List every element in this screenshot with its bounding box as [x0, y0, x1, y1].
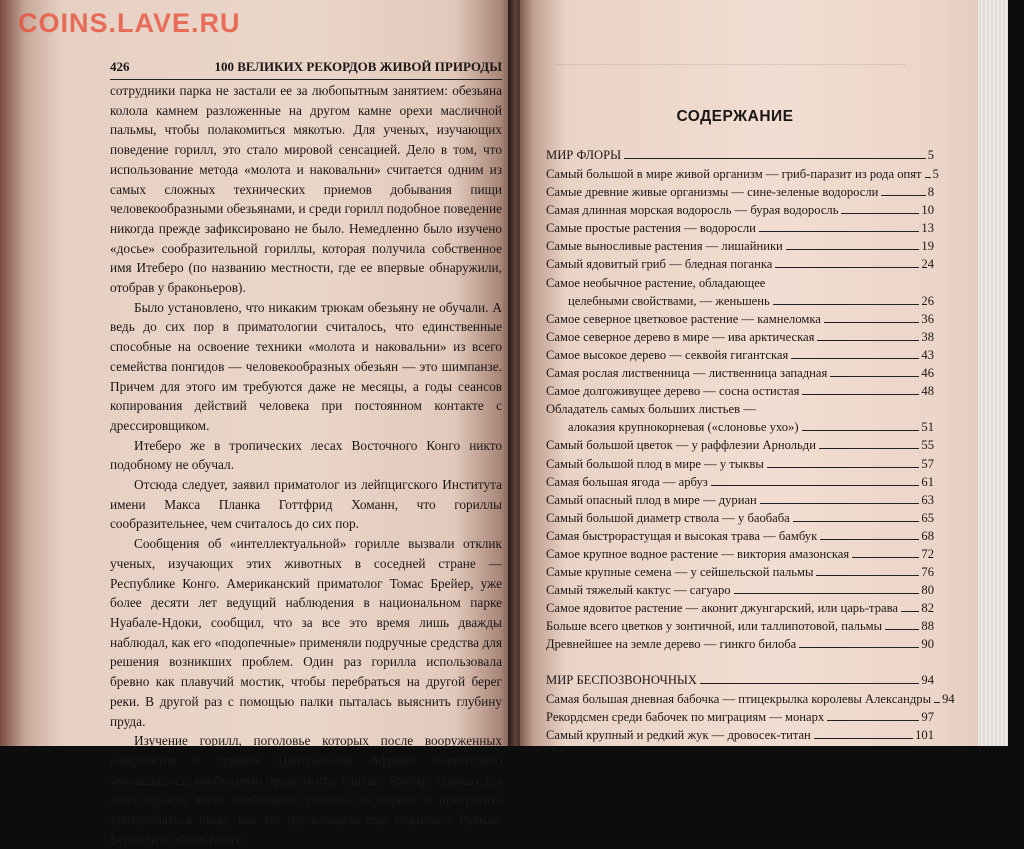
toc-entry-title: Самый ядовитый гриб — бледная поганка [546, 257, 773, 272]
toc-entry-title: Самая длинная морская водоросль — бурая водоросль [546, 203, 839, 218]
toc-entry-title: МИР ФЛОРЫ [546, 148, 622, 162]
toc-page-number: 63 [921, 492, 934, 507]
toc-entry [546, 438, 934, 456]
toc-entry-title: Самые древние живые организмы — сине-зеленые водоросли [546, 185, 879, 200]
toc-page-number: 82 [921, 601, 934, 616]
toc-page-number: 101 [915, 727, 934, 742]
toc-entry-title: Древнейшее на земле дерево — гинкго билоба [546, 637, 797, 652]
toc-entry [546, 583, 934, 601]
toc-page-number: 97 [921, 709, 934, 724]
toc-entry-title: Самые простые растения — водоросли [546, 221, 756, 236]
toc-leader [925, 177, 931, 178]
toc-entry-title: Самый большой цветок — у раффлезии Арнольди [546, 438, 816, 453]
paragraph: Изучение горилл, поголовье которых после вооруженных конфликтов в странах Центральной Африки значительно уменьшилось, необходимо продолжить, считает Брейер. Однако для этого прежде всего необходимо усилить их охрану и прекратить употреблять в пищу, как это происходило еще недавно в Руанде, Бурунди и обоих Конго. [110, 733, 502, 847]
toc-page-number: 80 [921, 583, 934, 598]
toc-entry [546, 384, 934, 402]
toc-leader [802, 394, 919, 395]
toc-page-number: 36 [921, 311, 934, 326]
paragraph: Сообщения об «интеллектуальной» горилле вызвали отклик ученых, изучающих этих животных в соседней стране — Республике Конго. Американский приматолог Томас Брейер, уже более десяти лет ведущий наблюдения в национальном парке Нуабале-Ндоки, сообщил, что за все это время лишь дважды наблюдал, как его «подопечные» применяли подручные средства для решения возникших проблем. Один раз горилла использовала бревно как плавучий мостик, чтобы перебраться на другой берег реки. В другой раз с помощью палки пыталась выяснить глубину пруда. [110, 536, 502, 729]
toc-page-number: 68 [921, 528, 934, 543]
toc-leader [934, 702, 940, 703]
toc-entry [546, 330, 934, 348]
toc-entry-title: Больше всего цветков у зонтичной, или таллипотовой, пальмы [546, 619, 883, 634]
toc-page-number: 46 [921, 366, 934, 381]
toc-entry [546, 457, 934, 475]
toc-page-number: 72 [921, 546, 934, 561]
toc-entry-title: целебными свойствами, — женьшень [568, 293, 770, 308]
paragraph: Итеберо же в тропических лесах Восточного Конго никто подобному не обучал. [110, 437, 502, 473]
toc-page-number: 57 [921, 456, 934, 471]
paragraph: Было установлено, что никаким трюкам обезьяну не обучали. А ведь до сих пор в приматологии считалось, что единственные способные на освоение техники «молота и наковальни» из всего семейства понгидов — человекообразных обезьян — это шимпанзе. Причем для этого им требуются даже не месяцы, а годы сеансов копирования действий человека при постоянном контакте с дрессировщиком. [110, 299, 502, 433]
toc-leader [767, 467, 920, 468]
toc-entry [546, 402, 934, 420]
toc-section [546, 673, 934, 692]
toc-entry [546, 691, 955, 710]
toc-entry-title: Самое северное цветковое растение — камнеломка [546, 311, 821, 326]
toc-entry-title: Самый большой диаметр ствола — у баобаба [546, 510, 790, 525]
toc-leader [700, 683, 919, 684]
toc-entry-title: Самые выносливые растения — лишайники [546, 239, 783, 254]
toc-leader [814, 738, 913, 739]
toc-entry-title: Самая рослая лиственница — лиственница западная [546, 366, 828, 381]
toc-page-number: 38 [921, 329, 934, 344]
toc-entry [546, 420, 934, 438]
toc-entry [546, 493, 934, 511]
toc-leader [885, 629, 919, 630]
toc-leader [773, 304, 920, 305]
toc-entry-title: Обладатель самых больших листьев — [546, 402, 756, 417]
running-header [110, 59, 502, 80]
toc-leader [901, 611, 919, 612]
toc-page-number: 43 [921, 347, 934, 362]
toc-entry [546, 294, 934, 312]
toc-entry [546, 547, 934, 565]
toc-entry [546, 565, 934, 583]
toc-entry-title: Самый тяжелый кактус — сагуаро [546, 583, 731, 598]
body-text [110, 81, 502, 849]
toc-leader [793, 521, 920, 522]
toc-title: СОДЕРЖАНИЕ [676, 108, 794, 125]
toc-entry [546, 167, 939, 185]
toc-page-number: 51 [921, 420, 934, 435]
toc-leader [760, 503, 920, 504]
watermark: COINS.LAVE.RU [18, 8, 241, 38]
toc-entry-title: Самый большой плод в мире — у тыквы [546, 456, 764, 471]
toc-entry-title: Самая быстрорастущая и высокая трава — бамбук [546, 528, 818, 543]
toc-entry-title: Самая большая ягода — арбуз [546, 474, 708, 489]
toc-page-number: 5 [932, 167, 939, 181]
toc-entry-title: Самое ядовитое растение — аконит джунгарский, или царь-трава [546, 601, 898, 616]
toc-page-number: 94 [921, 672, 934, 687]
toc-entry-title: Самые крупные семена — у сейшельской пальмы [546, 565, 814, 580]
toc-leader [819, 448, 919, 449]
toc-entry [546, 637, 934, 655]
toc-leader [817, 340, 919, 341]
toc-entry-title: Самое необычное растение, обладающее [546, 275, 766, 290]
toc-entry-title: Рекордсмен среди бабочек по миграциям — монарх [546, 709, 825, 724]
toc-page-number: 19 [921, 239, 934, 254]
toc-entry [546, 710, 934, 728]
toc-entry [546, 276, 934, 294]
toc-entry [546, 185, 934, 203]
toc-leader [734, 593, 920, 594]
toc-entry [546, 221, 934, 239]
toc-leader [624, 158, 926, 159]
toc-page-number: 88 [921, 619, 934, 634]
toc-page-number: 94 [942, 691, 955, 706]
toc-leader [827, 720, 919, 721]
toc-leader [852, 557, 919, 558]
toc-page-number: 26 [921, 293, 934, 308]
toc-page-number: 8 [927, 185, 934, 200]
table-of-contents [546, 144, 955, 746]
toc-entry [546, 511, 934, 529]
toc-leader [791, 358, 919, 359]
toc-page-number: 13 [921, 221, 934, 236]
paragraph: сотрудники парка не застали ее за любопытным занятием: обезьяна колола камнем разложенные на другом камне орехи масличной пальмы, чтобы полакомиться мякотью. Для ученых, изучающих поведение горилл, это стало мировой сенсацией. Дело в том, что использование метода «молота и наковальни» считается одним из самых сложных технических приемов добывания пищи человекообразными обезьянами, и среди горилл подобное поведение никогда прежде зафиксировано не было. Немедленно было изучено «досье» сообразительной гориллы, которая получила собственное имя Итеберо (по названию местности, где ее впервые обнаружили, отобрав у браконьеров). [110, 83, 502, 296]
toc-entry-title: Самый крупный и редкий жук — дровосек-титан [546, 727, 811, 742]
toc-leader [820, 539, 919, 540]
toc-entry [546, 203, 934, 221]
toc-entry [546, 601, 934, 619]
toc-page-number: 48 [921, 384, 934, 399]
toc-leader [759, 231, 920, 232]
toc-leader [711, 485, 920, 486]
toc-entry-title: Самое высокое дерево — секвойя гигантская [546, 347, 789, 362]
toc-page-number: 61 [921, 474, 934, 489]
toc-entry [546, 366, 934, 384]
toc-leader [824, 322, 920, 323]
toc-entry [546, 239, 934, 257]
page-edges [978, 0, 1008, 746]
toc-entry [546, 312, 934, 330]
toc-leader [802, 430, 920, 431]
toc-entry [546, 728, 934, 746]
toc-page-number: 10 [921, 203, 934, 218]
paragraph: Отсюда следует, заявил приматолог из лейпцигского Института имени Макса Планка Готтфрид Хоманн, что гориллы сообразительнее, чем считалось до сих пор. [110, 477, 502, 532]
toc-leader [816, 575, 919, 576]
toc-page-number: 76 [921, 565, 934, 580]
toc-entry-title: Самый большой в мире живой организм — гриб-паразит из рода опят [546, 167, 922, 181]
toc-page-number: 65 [921, 510, 934, 525]
toc-entry-title: МИР БЕСПОЗВОНОЧНЫХ [546, 672, 697, 687]
toc-leader [830, 376, 919, 377]
toc-entry [546, 529, 934, 547]
bleed-through-header [556, 52, 906, 65]
toc-entry [546, 257, 934, 275]
toc-page-number: 5 [927, 148, 934, 162]
running-title: 100 ВЕЛИКИХ РЕКОРДОВ ЖИВОЙ ПРИРОДЫ [214, 59, 502, 74]
toc-entry-title: Самый опасный плод в мире — дуриан [546, 492, 757, 507]
toc-leader [841, 213, 919, 214]
toc-leader [799, 647, 919, 648]
toc-entry [546, 619, 934, 637]
toc-entry-title: Самое долгоживущее дерево — сосна остистая [546, 384, 800, 399]
toc-entry-title: Самое северное дерево в мире — ива арктическая [546, 329, 815, 344]
toc-section [546, 148, 934, 167]
toc-page-number: 90 [921, 637, 934, 652]
toc-entry-title: Самое крупное водное растение — виктория амазонская [546, 546, 850, 561]
toc-page-number: 55 [921, 438, 934, 453]
toc-entry-title: Самая большая дневная бабочка — птицекрылка королевы Александры [546, 691, 932, 706]
toc-leader [881, 195, 925, 196]
toc-entry [546, 348, 934, 366]
toc-page-number: 24 [921, 257, 934, 272]
toc-entry-title: алоказия крупнокорневая («слоновье ухо») [568, 420, 799, 435]
toc-entry [546, 475, 934, 493]
page-number: 426 [110, 59, 130, 74]
toc-leader [786, 249, 920, 250]
toc-leader [775, 267, 919, 268]
